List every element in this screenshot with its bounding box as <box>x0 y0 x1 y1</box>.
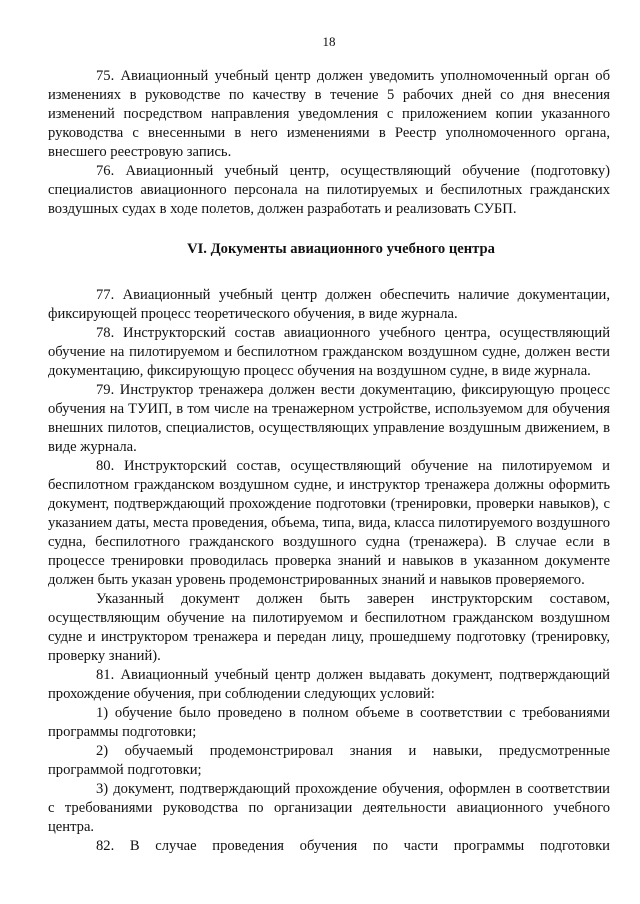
paragraph-80: 80. Инструкторский состав, осуществляющий обучение на пилотируемом и беспилотном гражданском воздушном судне, и инструктор тренажера должны оформить документ, подтверждающий прохождение подготовки (тренировки, проверки навыков), с указанием даты, места проведения, объема, типа, вида, класса пилотируемого воздушного судна, беспилотного гражданского воздушного судна (тренажера). В случае если в процессе тренировки проводилась проверка знаний и навыков в указанном документе должен быть указан уровень продемонстрированных знаний и навыков проверяемого. <box>48 458 610 588</box>
paragraph-76: 76. Авиационный учебный центр, осуществляющий обучение (подготовку) специалистов авиационного персонала на пилотируемых и беспилотных гражданских воздушных судах в ходе полетов, должен разработать и реализовать СУБП. <box>48 163 610 217</box>
paragraph-82-start: 82. В случае проведения обучения по части программы подготовки <box>96 838 610 854</box>
paragraph-80-continued: Указанный документ должен быть заверен инструкторским составом, осуществляющим обучение на пилотируемом и беспилотном гражданском воздушном судне и инструктором тренажера и передан лицу, прошедшему подготовку (тренировку, проверку знаний). <box>48 591 610 664</box>
paragraph-81: 81. Авиационный учебный центр должен выдавать документ, подтверждающий прохождение обучения, при соблюдении следующих условий: <box>48 667 610 702</box>
paragraph-79: 79. Инструктор тренажера должен вести документацию, фиксирующую процесс обучения на ТУИП, в том числе на тренажерном устройстве, используемом для обучения внешних пилотов, специалистов, осуществляющих управление воздушным движением, в виде журнала. <box>48 382 610 455</box>
condition-3: 3) документ, подтверждающий прохождение обучения, оформлен в соответствии с требованиями руководства по организации деятельности авиационного учебного центра. <box>48 781 610 835</box>
document-page <box>48 34 610 856</box>
paragraph-77: 77. Авиационный учебный центр должен обеспечить наличие документации, фиксирующей процесс теоретического обучения, в виде журнала. <box>48 287 610 322</box>
section-heading: VI. Документы авиационного учебного центра <box>187 241 495 257</box>
page-number: 18 <box>322 34 336 49</box>
paragraph-75: 75. Авиационный учебный центр должен уведомить уполномоченный орган об изменениях в руководстве по качеству в течение 5 рабочих дней со дня внесения изменений посредством направления уведомления с приложением копии указанного руководства с внесенными в него изменениями в Реестр уполномоченного органа, внесшего реестровую запись. <box>48 68 610 160</box>
paragraph-78: 78. Инструкторский состав авиационного учебного центра, осуществляющий обучение на пилотируемом и беспилотном гражданском воздушном судне, должен вести документацию, фиксирующую процесс обучения на воздушном судне, в виде журнала. <box>48 325 610 379</box>
condition-2: 2) обучаемый продемонстрировал знания и навыки, предусмотренные программой подготовки; <box>48 743 610 778</box>
condition-1: 1) обучение было проведено в полном объеме в соответствии с требованиями программы подготовки; <box>48 705 610 740</box>
